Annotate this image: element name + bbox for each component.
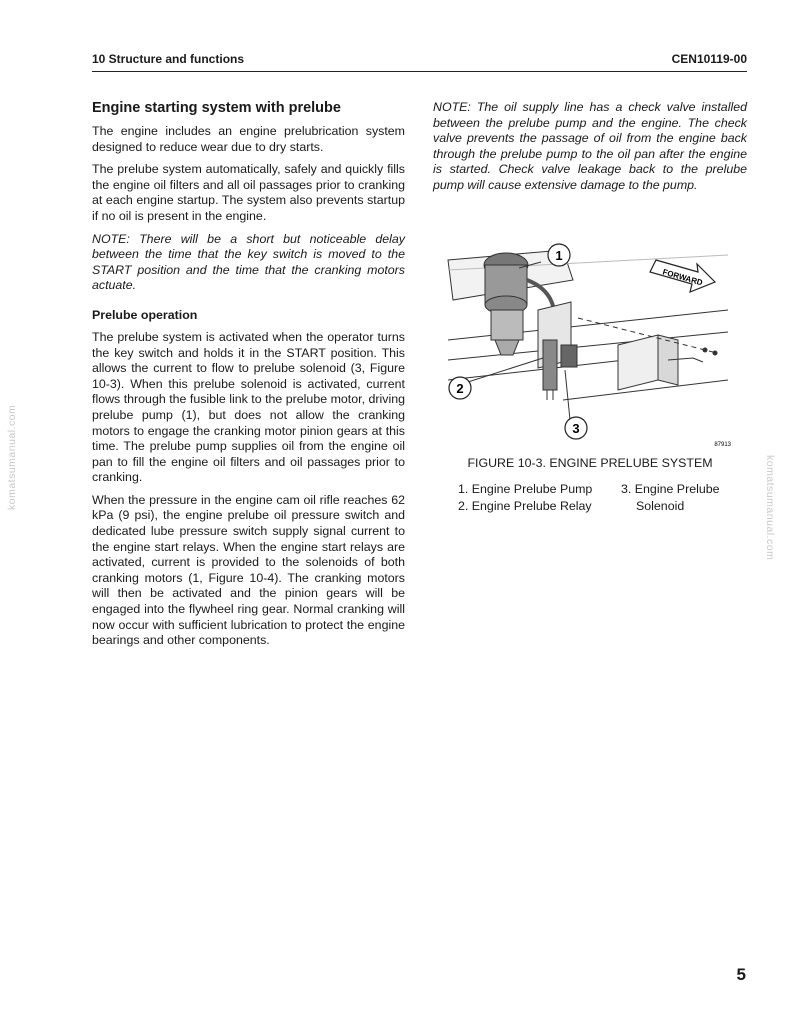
callout-2 <box>449 377 471 399</box>
header-document-code: CEN10119-00 <box>671 52 747 66</box>
legend-item-solenoid-cont: Solenoid <box>636 498 685 513</box>
svg-text:2: 2 <box>456 381 464 396</box>
subheading-prelube-operation: Prelube operation <box>92 307 198 322</box>
watermark-right: komatsumanual.com <box>764 455 776 561</box>
engine-prelube-figure <box>443 240 735 450</box>
right-column <box>433 100 747 201</box>
paragraph-intro: The engine includes an engine prelubrication system designed to reduce wear due to dry starts. <box>92 124 405 154</box>
figure-legend-right <box>621 481 720 514</box>
watermark-left: komatsumanual.com <box>6 404 18 510</box>
legend-item-solenoid: 3. Engine Prelube <box>621 482 720 496</box>
legend-item-relay: 2. Engine Prelube Relay <box>458 498 592 513</box>
page-number: 5 <box>736 965 746 984</box>
left-column <box>92 100 405 656</box>
figure-image-id: 87913 <box>714 442 731 448</box>
header-section-title: 10 Structure and functions <box>92 52 245 66</box>
paragraph-pressure: When the pressure in the engine cam oil rifle reaches 62 kPa (9 psi), the engine prelube oil pressure switch and dedicated lube pressure switch supply signal current to the engine start relays. When the engine start relays are activated, current is provided to the solenoids of both cranking motors (1, Figure 10-4). The cranking motors will then be activated and the pinion gears will be engaged into the flywheel ring gear. Normal cranking will now occur with sufficient lubrication to protect the engine bearings and other components. <box>92 492 405 648</box>
note-delay: NOTE: There will be a short but noticeable delay between the time that the key switch is moved to the START position and the time that the cranking motors actuate. <box>92 231 405 293</box>
note-check-valve: NOTE: The oil supply line has a check valve installed between the prelube pump and the engine. The check valve prevents the passage of oil from the engine back through the prelube pump to the oil pan after the engine is started. Check valve leakage back to the prelube pump will cause extensive damage to the pump. <box>433 100 747 192</box>
svg-text:1: 1 <box>555 248 563 263</box>
legend-item-pump: 1. Engine Prelube Pump <box>458 482 593 496</box>
forward-label: FORWARD <box>661 267 704 288</box>
page-header <box>92 52 747 72</box>
svg-text:3: 3 <box>572 421 580 436</box>
section-title: Engine starting system with prelube <box>92 100 341 116</box>
engine-prelube-illustration <box>443 240 735 450</box>
paragraph-prelube-operation: The prelube system is activated when the operator turns the key switch and holds it in the START position. This allows the current to flow to prelube solenoid (3, Figure 10-3). When this prelube solenoid is activated, current flows through the fusible link to the prelube motor, driving prelube pump (1), but does not allow the cranking motors to engage the cranking motor pinion gears at this time. The prelube pump supplies oil from the engine oil pan to fill the engine oil filters and oil passages prior to cranking. <box>92 329 405 485</box>
figure-legend-left <box>458 481 592 514</box>
callout-1 <box>548 244 570 266</box>
callout-3 <box>565 417 587 439</box>
forward-arrow-icon <box>650 260 715 292</box>
figure-caption: FIGURE 10-3. ENGINE PRELUBE SYSTEM <box>467 456 713 470</box>
paragraph-prelube-system: The prelube system automatically, safely and quickly fills the engine oil filters and all oil passages prior to cranking at each engine startup. The system also prevents startup if no oil is present in the engine. <box>92 162 405 223</box>
